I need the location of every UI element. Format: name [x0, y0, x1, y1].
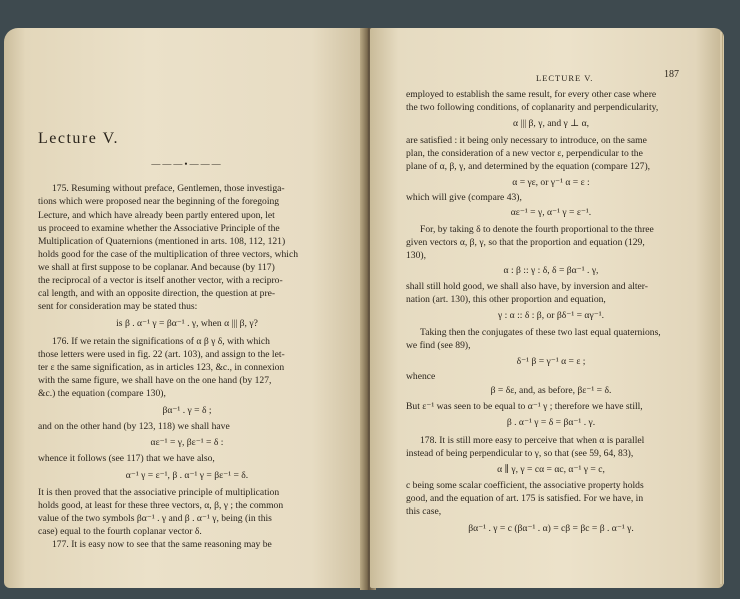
text-line: case) equal to the fourth coplanar vector δ.: [38, 526, 202, 537]
text-line: c being some scalar coefficient, the associative property holds: [406, 480, 644, 491]
text-line: ter ε the same signification, as in articles 123, &c., in connexion: [38, 362, 285, 373]
text-line: which will give (compare 43),: [406, 192, 522, 203]
text-line: with the same figure, we shall have on the one hand (by 127,: [38, 375, 272, 386]
equation: α : β :: γ : δ, δ = βα⁻¹ . γ,: [503, 265, 599, 276]
text-line: employed to establish the same result, for every other case where: [406, 89, 657, 100]
equation: βα⁻¹ . γ = c (βα⁻¹ . α) = cβ = βc = β . α⁻¹ γ.: [468, 523, 634, 534]
text-line: &c.) the equation (compare 130),: [38, 388, 166, 399]
equation: α ∥ γ, γ = cα = αc, α⁻¹ γ = c,: [497, 464, 605, 475]
lecture-title: Lecture V.: [38, 130, 120, 147]
text-line: holds good for the case of the multiplication of three vectors, which: [38, 249, 299, 260]
text-line: For, by taking δ to denote the fourth proportional to the three: [420, 224, 654, 235]
equation: γ : α :: δ : β, or βδ⁻¹ = αγ⁻¹.: [497, 310, 605, 321]
text-line: the two following conditions, of coplanarity and perpendicularity,: [406, 102, 659, 113]
text-line: nation (art. 130), this other proportion and equation,: [406, 294, 606, 305]
text-line: 175. Resuming without preface, Gentlemen, those investiga-: [52, 183, 285, 194]
text-line: tions which were proposed near the beginning of the foregoing: [38, 196, 280, 207]
text-line: It is then proved that the associative principle of multiplication: [38, 487, 280, 498]
text-line: the reciprocal of a vector is itself another vector, with a recipro-: [38, 275, 283, 286]
text-line: given vectors α, β, γ, so that the proportion and equation (129,: [406, 237, 645, 248]
open-book: [4, 28, 728, 590]
text-line: 177. It is easy now to see that the same reasoning may be: [52, 539, 272, 550]
text-line: and on the other hand (by 123, 118) we shall have: [38, 421, 230, 432]
equation: αε⁻¹ = γ, α⁻¹ γ = ε⁻¹.: [510, 207, 592, 218]
text-line: we find (see 89),: [406, 340, 471, 351]
text-line: Lecture, and which have already been partly entered upon, let: [38, 210, 275, 221]
text-line: shall still hold good, we shall also have, by inversion and alter-: [406, 281, 649, 292]
text-line: those letters were used in fig. 22 (art. 103), and assign to the let-: [38, 349, 285, 360]
text-line: cal length, and with an opposite direction, the question at pre-: [38, 288, 276, 299]
text-line: whence: [406, 371, 436, 382]
left-page: [4, 28, 366, 588]
text-line: sent for consideration may be stated thus:: [38, 301, 198, 312]
text-line: value of the two symbols βα⁻¹ . γ and β . α⁻¹ γ, being (in this: [38, 513, 272, 524]
equation: is β . α⁻¹ γ = βα⁻¹ . γ, when α ||| β, γ?: [116, 318, 258, 329]
equation: α⁻¹ γ = ε⁻¹, β . α⁻¹ γ = βε⁻¹ = δ.: [125, 470, 249, 481]
text-line: plan, the consideration of a new vector ε, perpendicular to the: [406, 148, 643, 159]
equation: αε⁻¹ = γ, βε⁻¹ = δ :: [150, 437, 224, 448]
equation: βα⁻¹ . γ = δ ;: [162, 405, 212, 416]
text-line: are satisfied : it being only necessary to introduce, on the same: [406, 135, 647, 146]
title-ornament: ———•———: [151, 159, 223, 169]
page-number: 187: [664, 69, 679, 80]
text-line: this case,: [406, 506, 442, 517]
text-line: holds good, at least for these three vectors, α, β, γ ; the common: [38, 500, 284, 511]
text-line: we shall at first suppose to be coplanar. And because (by 117): [38, 262, 275, 273]
text-line: Multiplication of Quaternions (mentioned in arts. 108, 112, 121): [38, 236, 286, 247]
equation: α ||| β, γ, and γ ⊥ α,: [512, 118, 590, 129]
text-line: good, and the equation of art. 175 is satisfied. For we have, in: [406, 493, 644, 504]
text-line: Taking then the conjugates of these two last equal quaternions,: [420, 327, 661, 338]
equation: β . α⁻¹ γ = δ = βα⁻¹ . γ.: [506, 417, 596, 428]
text-line: 178. It is still more easy to perceive that when α is parallel: [420, 435, 645, 446]
text-line: But ε⁻¹ was seen to be equal to α⁻¹ γ ; therefore we have still,: [406, 401, 643, 412]
equation: β = δε, and, as before, βε⁻¹ = δ.: [490, 385, 612, 396]
text-line: us proceed to examine whether the Associative Principle of the: [38, 223, 280, 234]
text-line: whence it follows (see 117) that we have also,: [38, 453, 215, 464]
equation: δ⁻¹ β = γ⁻¹ α = ε ;: [516, 356, 586, 367]
running-head: LECTURE V.: [536, 73, 594, 83]
text-line: 176. If we retain the significations of α β γ δ, with which: [52, 336, 270, 347]
text-line: 130),: [406, 250, 426, 261]
right-page: [370, 28, 724, 588]
text-line: plane of α, β, γ, and determined by the equation (compare 127),: [406, 161, 651, 172]
text-line: instead of being perpendicular to γ, so that (see 59, 64, 83),: [406, 448, 634, 459]
page-edges: [720, 32, 724, 584]
equation: α = γε, or γ⁻¹ α = ε :: [512, 177, 590, 188]
